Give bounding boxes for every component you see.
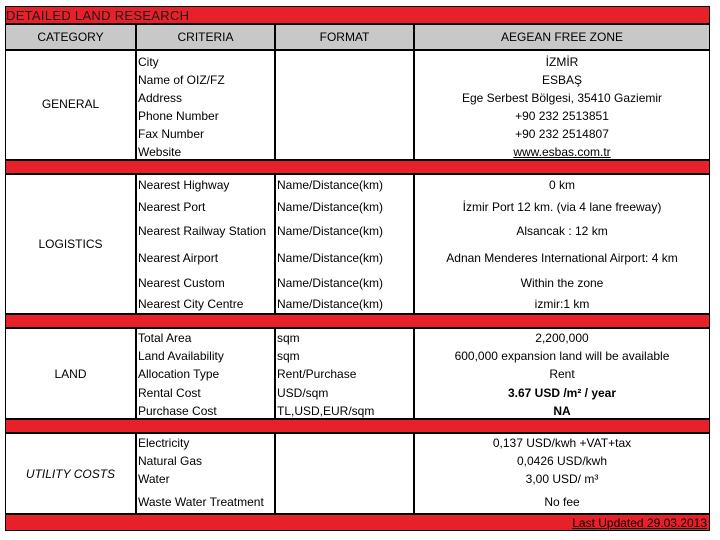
utility-criteria-cell <box>136 433 275 514</box>
land-format-allocation: Rent/Purchase <box>277 367 357 381</box>
general-value-name: ESBAŞ <box>541 73 583 87</box>
general-value-phone: +90 232 2513851 <box>515 109 609 123</box>
logistics-criteria-airport: Nearest Airport <box>138 251 219 265</box>
utility-format-cell <box>275 433 414 514</box>
header-format: FORMAT <box>275 24 414 50</box>
logistics-format-custom: Name/Distance(km) <box>277 276 384 290</box>
title-bar <box>5 6 710 24</box>
logistics-value-custom: Within the zone <box>520 276 604 290</box>
utility-value-electricity: 0,137 USD/kwh +VAT+tax <box>492 436 632 450</box>
general-format-cell <box>275 50 414 160</box>
land-criteria-rental: Rental Cost <box>138 386 201 400</box>
logistics-criteria-railway: Nearest Railway Station <box>138 224 267 238</box>
land-criteria-total-area: Total Area <box>138 331 192 345</box>
logistics-criteria-port: Nearest Port <box>138 200 206 214</box>
category-land-label: LAND <box>54 366 87 381</box>
logistics-value-railway: Alsancak : 12 km <box>516 224 608 238</box>
category-utility <box>5 433 136 514</box>
logistics-format-city-centre: Name/Distance(km) <box>277 297 384 311</box>
logistics-criteria-custom: Nearest Custom <box>138 276 225 290</box>
header-zone: AEGEAN FREE ZONE <box>414 24 710 50</box>
category-utility-label: UTILITY COSTS <box>25 466 116 481</box>
land-format-total-area: sqm <box>277 331 300 345</box>
utility-criteria-waste-water: Waste Water Treatment <box>138 495 264 509</box>
logistics-format-cell <box>275 174 414 314</box>
land-value-allocation: Rent <box>549 367 575 381</box>
logistics-value-port: İzmir Port 12 km. (via 4 lane freeway) <box>462 200 662 214</box>
land-criteria-cell <box>136 328 275 419</box>
utility-criteria-electricity: Electricity <box>138 436 190 450</box>
header-criteria: CRITERIA <box>136 24 275 50</box>
land-criteria-purchase: Purchase Cost <box>138 404 217 418</box>
category-general-label: GENERAL <box>41 97 100 111</box>
logistics-value-airport: Adnan Menderes International Airport: 4 km <box>446 251 678 265</box>
land-values-cell <box>414 328 710 419</box>
general-criteria-phone: Phone Number <box>138 109 219 123</box>
logistics-format-highway: Name/Distance(km) <box>277 178 384 192</box>
utility-criteria-gas: Natural Gas <box>138 454 203 468</box>
logistics-criteria-highway: Nearest Highway <box>138 178 230 192</box>
land-format-purchase: TL,USD,EUR/sqm <box>277 404 375 418</box>
logistics-values-cell <box>414 174 710 314</box>
general-value-fax: +90 232 2514807 <box>515 127 609 141</box>
logistics-criteria-city-centre: Nearest City Centre <box>138 297 244 311</box>
land-format-rental: USD/sqm <box>277 386 329 400</box>
logistics-format-port: Name/Distance(km) <box>277 200 384 214</box>
logistics-format-airport: Name/Distance(km) <box>277 251 384 265</box>
general-criteria-name: Name of OIZ/FZ <box>138 73 225 87</box>
category-land <box>5 328 136 419</box>
header-category: CATEGORY <box>5 24 136 50</box>
general-criteria-fax: Fax Number <box>138 127 205 141</box>
general-values-cell <box>414 50 710 160</box>
general-value-website[interactable]: www.esbas.com.tr <box>513 145 611 159</box>
logistics-value-city-centre: izmir:1 km <box>534 297 590 311</box>
category-logistics-label: LOGISTICS <box>38 237 103 251</box>
land-value-availability: 600,000 expansion land will be available <box>454 349 670 363</box>
page-title: DETAILED LAND RESEARCH <box>6 8 190 23</box>
utility-values-cell <box>414 433 710 514</box>
land-criteria-allocation: Allocation Type <box>138 367 220 381</box>
logistics-value-highway: 0 km <box>548 178 575 192</box>
logistics-criteria-cell <box>136 174 275 314</box>
utility-value-water: 3,00 USD/ m³ <box>525 472 599 486</box>
general-criteria-city: City <box>138 55 159 69</box>
last-updated: Last Updated 29.03.2013 <box>572 516 707 530</box>
category-general <box>5 50 136 160</box>
section-separator <box>5 160 710 174</box>
land-format-availability: sqm <box>277 349 300 363</box>
land-value-rental: 3.67 USD /m² / year <box>507 386 617 400</box>
general-criteria-address: Address <box>138 91 183 105</box>
land-value-total-area: 2,200,000 <box>535 331 589 345</box>
category-logistics <box>5 174 136 314</box>
land-format-cell <box>275 328 414 419</box>
utility-value-waste-water: No fee <box>544 495 580 509</box>
general-criteria-website: Website <box>138 145 182 159</box>
section-separator <box>5 314 710 328</box>
section-separator <box>5 419 710 433</box>
land-criteria-availability: Land Availability <box>138 349 224 363</box>
utility-criteria-water: Water <box>138 472 170 486</box>
general-value-city: İZMİR <box>545 55 579 69</box>
land-value-purchase: NA <box>553 404 571 418</box>
general-criteria-cell <box>136 50 275 160</box>
logistics-format-railway: Name/Distance(km) <box>277 224 384 238</box>
general-value-address: Ege Serbest Bölgesi, 35410 Gaziemir <box>461 91 663 105</box>
utility-value-gas: 0,0426 USD/kwh <box>516 454 608 468</box>
footer-bar <box>5 514 710 531</box>
